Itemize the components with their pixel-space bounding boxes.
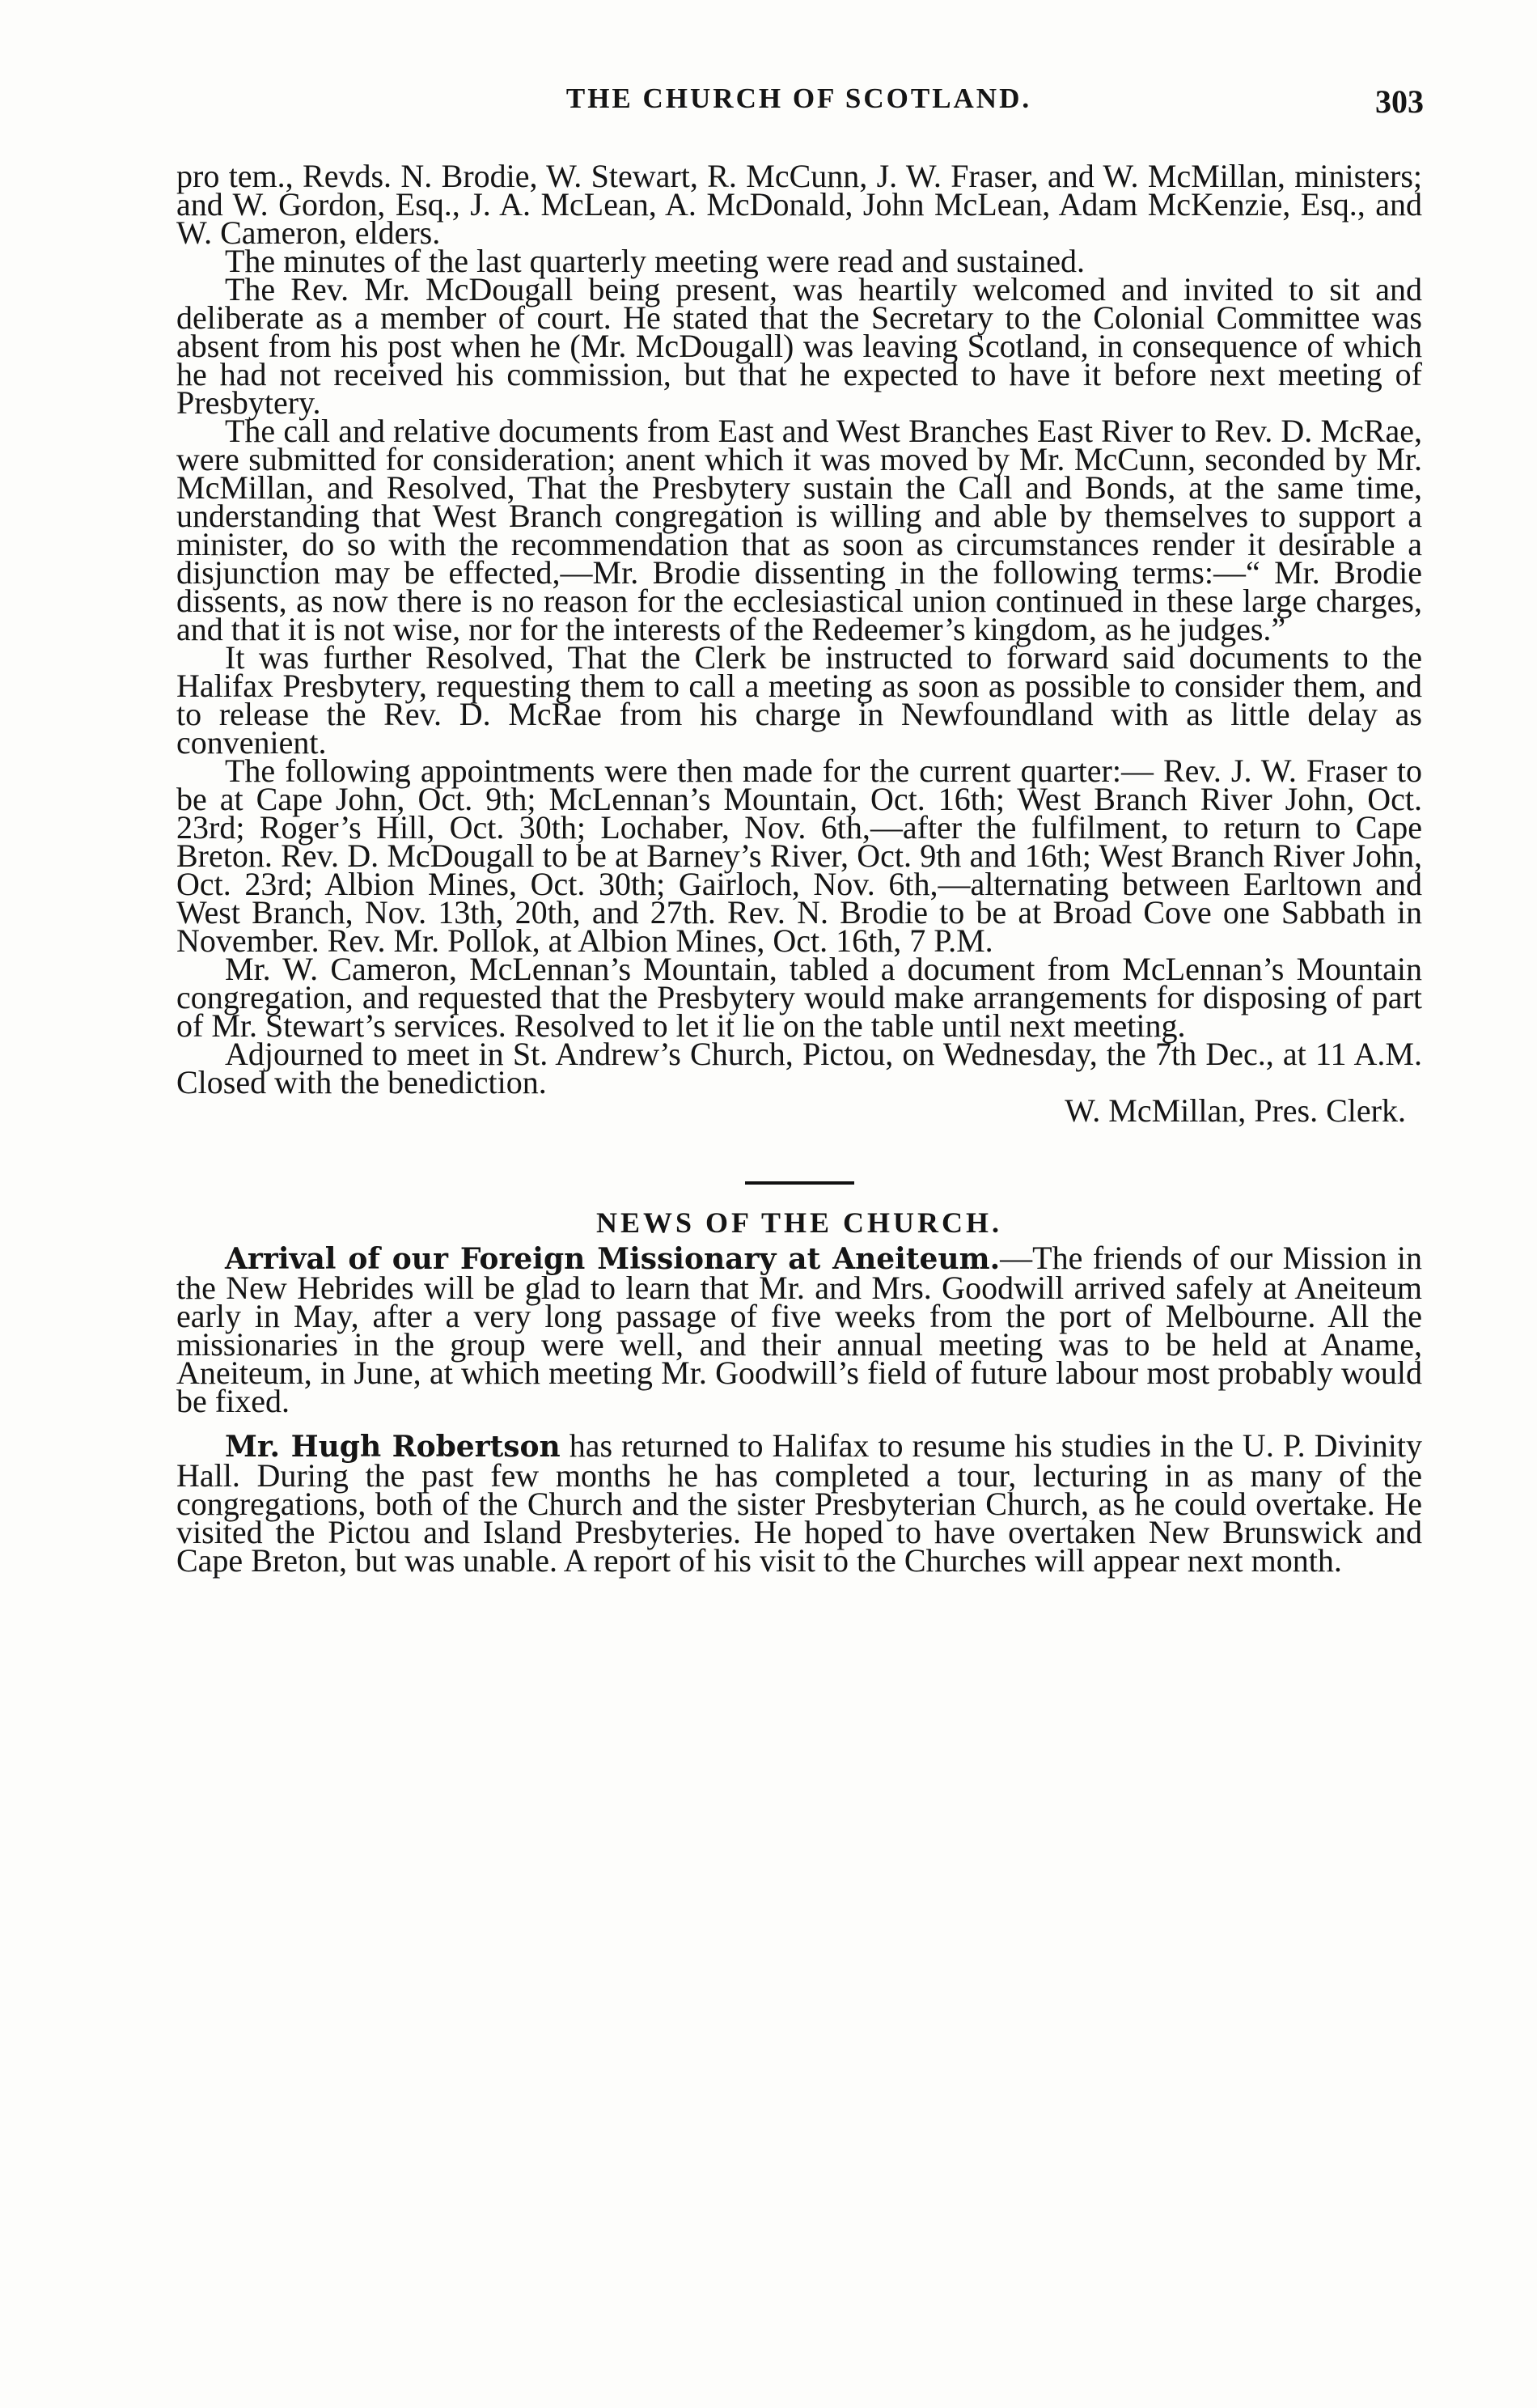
presbytery-minutes (176, 158, 1422, 1579)
news-item-robertson (176, 1427, 1422, 1579)
section-title-news: NEWS OF THE CHURCH. (595, 1206, 1003, 1239)
news-item-aneiteum (176, 1240, 1422, 1419)
paragraph-attendance: pro tem., Revds. N. Brodie, W. Stewart, R. McCunn, J. W. Fraser, and W. McMillan, ministers; and W. Gordon, Esq., J. A. McLean, A. McDonald, John McLean, Adam McKenzie, Esq., and W. Cameron, elders. (176, 158, 1422, 251)
running-head (174, 83, 1424, 131)
paragraph-cameron: Mr. W. Cameron, McLennan’s Mountain, tabled a document from McLennan’s Mountain congregation, and requested that the Presbytery would make arrangements for disposing of part of Mr. Stewart’s services. Resolved to let it lie on the table until next meeting. (176, 951, 1422, 1044)
news-item-body: —The friends of our Mission in the New Hebrides will be glad to learn that Mr. and Mrs. Goodwill arrived safely at Aneiteum early in May, after a very long passage of five weeks from the port of Melbourne. All the missionaries in the group were well, and their annual meeting was to be held at Aname, Aneiteum, in June, at which meeting Mr. Goodwill’s field of future labour most probably would be fixed. (176, 1240, 1422, 1419)
section-divider (745, 1181, 854, 1185)
paragraph-mcdougall: The Rev. Mr. McDougall being present, was heartily welcomed and invited to sit and deliberate as a member of court. He stated that the Secretary to the Colonial Committee was absent from his post when he (Mr. McDougall) was leaving Scotland, in consequence of which he had not received his commission, but that he expected to have it before next meeting of Presbytery. (176, 271, 1422, 421)
page-number: 303 (1375, 83, 1424, 120)
signature: W. McMillan, Pres. Clerk. (1065, 1092, 1406, 1129)
running-title: THE CHURCH OF SCOTLAND. (565, 83, 1032, 114)
paragraph-resolved: It was further Resolved, That the Clerk be instructed to forward said documents to the Halifax Presbytery, requesting them to call a meeting as soon as possible to consider them, and to release the Rev. D. McRae from his charge in Newfoundland with as little delay as convenient. (176, 639, 1422, 761)
paragraph-appointments: The following appointments were then made for the current quarter:— Rev. J. W. Fraser to be at Cape John, Oct. 9th; McLennan’s Mountain, Oct. 16th; West Branch River John, Oct. 23rd; Roger’s Hill, Oct. 30th; Lochaber, Nov. 6th,—after the fulfilment, to return to Cape Breton. Rev. D. McDougall to be at Barney’s River, Oct. 9th and 16th; West Branch River John, Oct. 23rd; Albion Mines, Oct. 30th; Gairloch, Nov. 6th,—alternating between Earltown and West Branch, Nov. 13th, 20th, and 27th. Rev. N. Brodie to be at Broad Cove one Sabbath in November. Rev. Mr. Pollok, at Albion Mines, Oct. 16th, 7 P.M. (176, 752, 1422, 959)
paragraph-call: The call and relative documents from East and West Branches East River to Rev. D. McRae, were submitted for consideration; anent which it was moved by Mr. McCunn, seconded by Mr. McMillan, and Resolved, That the Presbytery sustain the Call and Bonds, at the same time, understanding that West Branch congregation is willing and able by themselves to support a minister, do so with the recommendation that as soon as circumstances render it desirable a disjunction may be effected,—Mr. Brodie dissenting in the following terms:—“ Mr. Brodie dissents, as now there is no reason for the ecclesiastical union continued in these large charges, and that it is not wise, nor for the interests of the Redeemer’s kingdom, as he judges.” (176, 413, 1422, 647)
news-item-heading: Mr. Hugh Robertson (225, 1430, 561, 1464)
paragraph-adjourned: Adjourned to meet in St. Andrew’s Church, Pictou, on Wednesday, the 7th Dec., at 11 A.M. Closed with the benediction. (176, 1036, 1422, 1100)
paragraph-minutes-read: The minutes of the last quarterly meeting were read and sustained. (225, 243, 1085, 279)
news-item-heading: Arrival of our Foreign Missionary at Aneiteum. (225, 1242, 1001, 1276)
news-item-body: has returned to Halifax to resume his studies in the U. P. Divinity Hall. During the past few months he has completed a tour, lecturing in as many of the congregations, both of the Church and the sister Presbyterian Church, as he could overtake. He visited the Pictou and Island Presbyteries. He hoped to have overtaken New Brunswick and Cape Breton, but was unable. A report of his visit to the Churches will appear next month. (176, 1427, 1422, 1579)
